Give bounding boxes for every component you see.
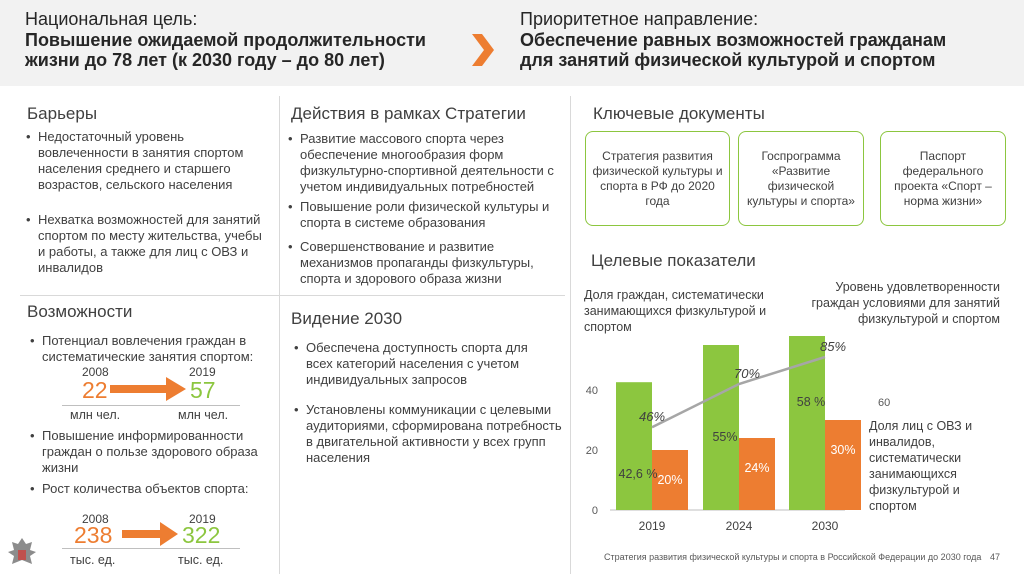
annotation-line: Уровень удовлетворенности граждан условиями для занятий физкультурой и спортом — [811, 280, 1000, 326]
year-2008-b: 2008 — [82, 512, 109, 526]
goal-line-1: Повышение ожидаемой продолжительности — [25, 30, 426, 50]
data-label-line: 85% — [819, 339, 847, 354]
coat-of-arms-logo — [6, 536, 38, 570]
opportunity-item-1: • Потенциал вовлечения граждан в систематические занятия спортом: — [42, 333, 272, 365]
vision-title: Видение 2030 — [291, 309, 403, 328]
divider-right — [570, 96, 571, 574]
value-2008-facilities: 238 — [74, 522, 113, 548]
document-federal-project: Паспорт федерального проекта «Спорт – норма жизни» — [880, 131, 1006, 226]
x-tick-label: 2024 — [725, 519, 753, 533]
bar-green — [616, 382, 652, 510]
annotation-green: Доля граждан, систематически занимающихся физкультурой и спортом — [584, 288, 767, 334]
opportunity-item-2: • Повышение информированности граждан о пользе здорового образа жизни — [42, 428, 272, 476]
document-state-program: Госпрограмма «Развитие физической культуры и спорта» — [738, 131, 864, 226]
data-label-orange: 30% — [830, 443, 856, 457]
indicators-chart — [580, 330, 891, 545]
year-2008-a: 2008 — [82, 365, 109, 379]
page-number: 47 — [990, 552, 1001, 562]
indicators-title: Целевые показатели — [591, 251, 756, 270]
vision-item-1: • Обеспечена доступность спорта для всех категорий населения с учетом индивидуальных запросов — [306, 340, 541, 388]
barrier-item-2: • Нехватка возможностей для занятий спортом по месту жительства, учебы и работы, а также для лиц с ОВЗ и инвалидов — [38, 212, 268, 276]
opportunity-item-3: • Рост количества объектов спорта: — [42, 481, 272, 497]
data-label-orange: 24% — [744, 461, 770, 475]
year-2019-a: 2019 — [189, 365, 216, 379]
chevron-right-icon — [472, 34, 494, 66]
data-label-green: 55% — [712, 430, 738, 444]
priority-label: Приоритетное направление: — [520, 9, 759, 29]
documents-title: Ключевые документы — [593, 104, 765, 123]
range-underline-a — [62, 405, 240, 406]
footer-caption: Стратегия развития физической культуры и спорта в Российской Федерации до 2030 года — [604, 552, 982, 562]
data-label-green: 58 % — [796, 395, 826, 409]
priority-line-1: Обеспечение равных возможностей гражданам — [520, 30, 947, 50]
unit-label-2: млн чел. — [178, 408, 229, 422]
unit-label-3: тыс. ед. — [70, 553, 116, 567]
range-underline-b — [62, 548, 240, 549]
data-label-line: 70% — [733, 366, 761, 381]
bar-orange — [825, 420, 861, 510]
value-2019-facilities: 322 — [182, 522, 221, 548]
goal-label: Национальная цель: — [25, 9, 198, 29]
x-tick-label: 2019 — [638, 519, 666, 533]
divider-horizontal — [20, 295, 565, 296]
action-item-2: • Повышение роли физической культуры и спорта в системе образования — [300, 199, 562, 231]
goal-line-2: жизни до 78 лет (к 2030 году – до 80 лет) — [25, 50, 385, 70]
unit-label-4: тыс. ед. — [178, 553, 224, 567]
vision-item-2: • Установлены коммуникации с целевыми аудиториями, сформирована потребность в двигательной активности у всех групп населения — [306, 402, 568, 466]
y-tick-label-left: 0 — [591, 505, 598, 517]
arrow-right-icon — [122, 522, 178, 546]
data-label-line: 46% — [638, 409, 666, 425]
action-item-3: • Совершенствование и развитие механизмов пропаганды физкультуры, спорта и здорового образа жизни — [300, 239, 562, 287]
annotation-orange: Доля лиц с ОВЗ и инвалидов, систематически занимающихся физкультурой и спортом — [869, 419, 973, 513]
value-2019-participants: 57 — [190, 377, 216, 403]
priority-line-2: для занятий физической культурой и спортом — [520, 50, 936, 70]
arrow-right-icon — [110, 377, 186, 401]
actions-title: Действия в рамках Стратегии — [291, 104, 526, 123]
year-2019-b: 2019 — [189, 512, 216, 526]
data-label-green: 42,6 % — [618, 467, 658, 482]
y-tick-label-left: 40 — [585, 385, 598, 397]
y-tick-label-left: 20 — [585, 445, 598, 457]
divider-vertical — [279, 96, 280, 574]
barriers-title: Барьеры — [27, 104, 98, 123]
y-tick-label-right: 60 — [878, 397, 891, 409]
unit-label-1: млн чел. — [70, 408, 121, 422]
data-label-orange: 20% — [657, 473, 683, 487]
x-tick-label: 2030 — [811, 519, 839, 533]
opportunities-title: Возможности — [27, 302, 133, 321]
action-item-1: • Развитие массового спорта через обеспечение многообразия форм физкультурно-спортивной деятельности с учетом индивидуальных потребностей — [300, 131, 562, 195]
value-2008-participants: 22 — [82, 377, 108, 403]
document-strategy-2020: Стратегия развития физической культуры и спорта в РФ до 2020 года — [585, 131, 730, 226]
barrier-item-1: • Недостаточный уровень вовлеченности в занятия спортом населения среднего и старшего возрастов, сельского населения — [38, 129, 263, 193]
